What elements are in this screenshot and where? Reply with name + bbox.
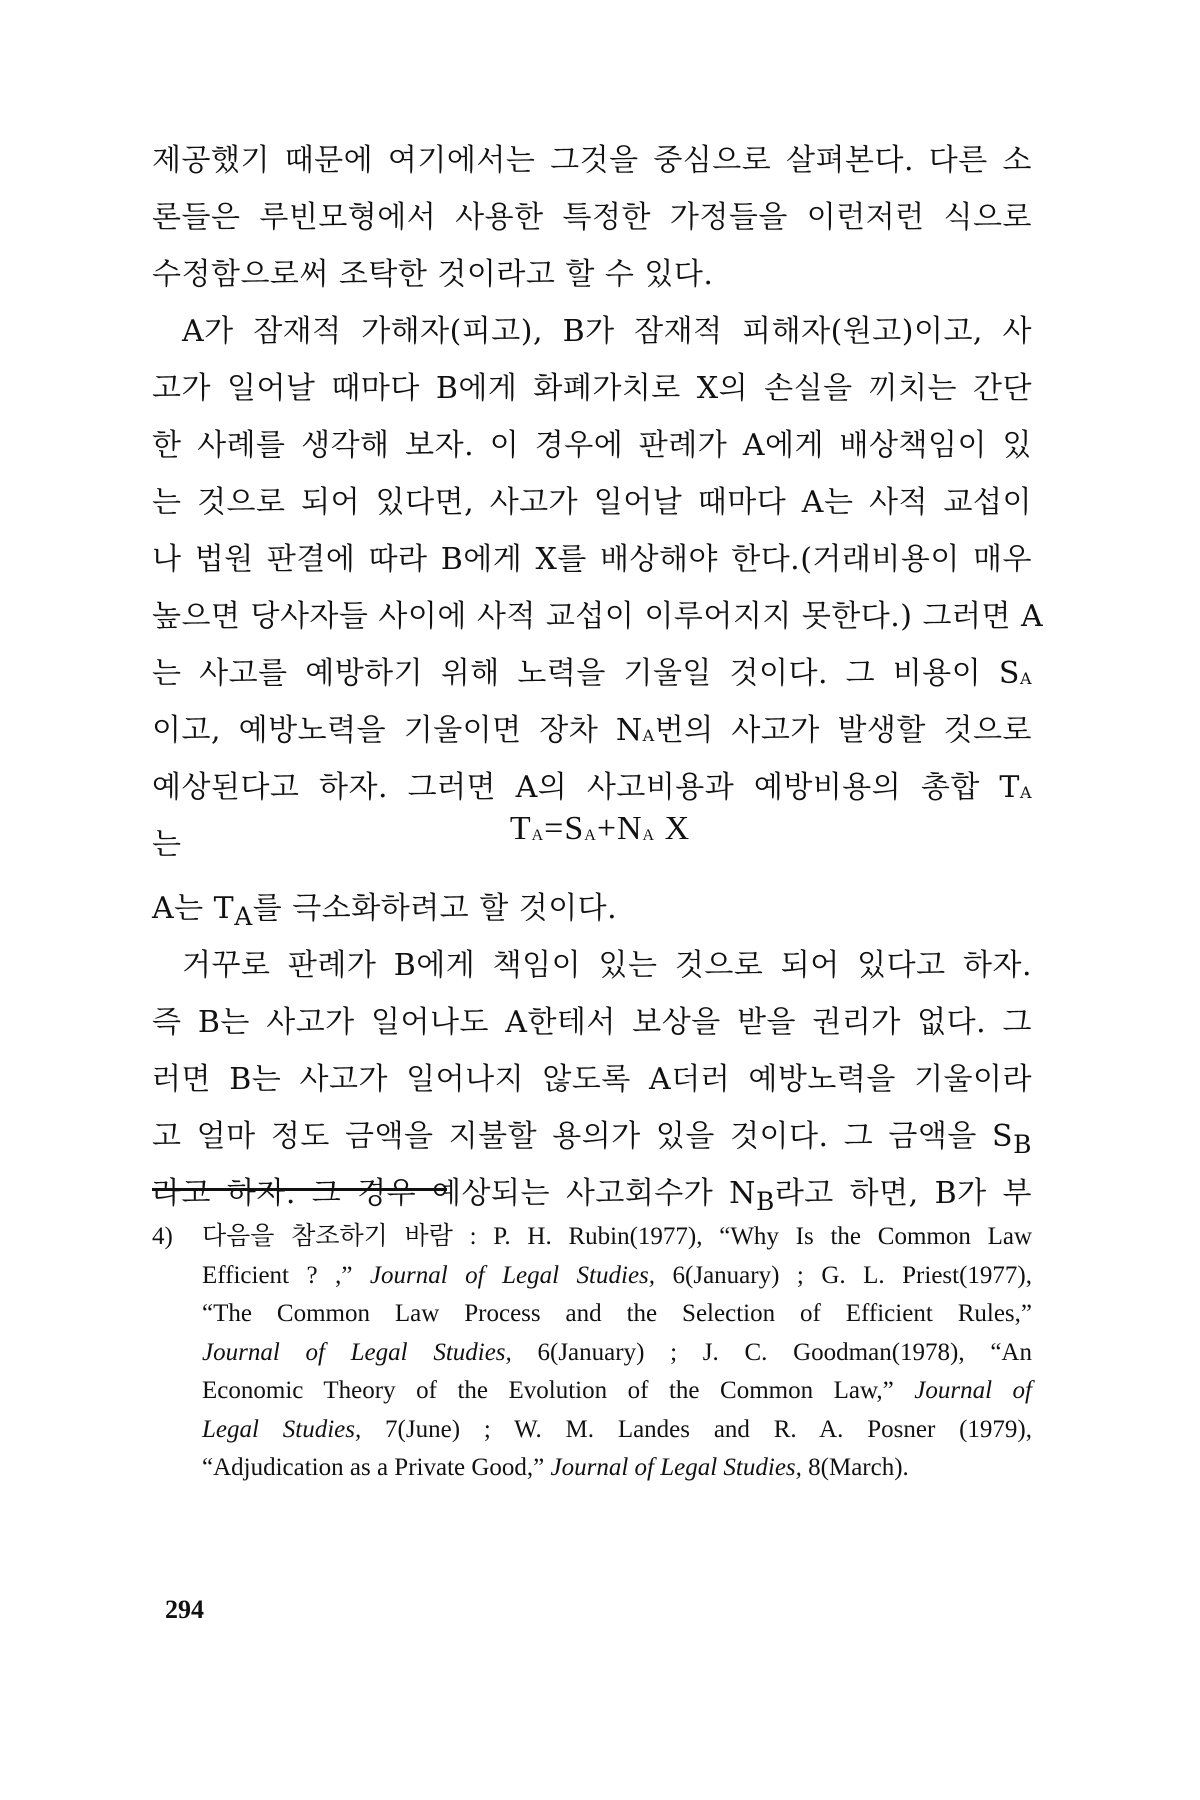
text-line: [152, 1165, 1032, 1222]
text-segment: 를 극소화하려고 할 것이다.: [252, 891, 618, 926]
second-paragraph: [152, 880, 1032, 1222]
subscript: A: [642, 827, 656, 844]
text-segment: A는 T: [152, 891, 235, 926]
text-line: 는: [152, 827, 182, 862]
text-segment: 8(March).: [801, 1454, 909, 1481]
eq-part: X: [655, 810, 691, 847]
footnote-line: 다음을 참조하기 바람 : P. H. Rubin(1977), “Why Is the Common Law: [202, 1223, 1032, 1250]
subscript: A: [531, 827, 545, 844]
cost-equation: [0, 810, 1200, 848]
text-segment: 예상된다고 하자. 그러면 A의 사고비용과 예방비용의 총합 T: [152, 770, 1020, 805]
footnote-number: 4): [152, 1223, 173, 1250]
journal-title: Journal of: [914, 1377, 1032, 1404]
subscript: B: [1013, 1130, 1032, 1159]
journal-title: Journal of Legal Studies,: [550, 1454, 802, 1481]
footnote-line: [202, 1449, 1032, 1488]
text-segment: 이고, 예방노력을 기울이면 장차 N: [152, 713, 643, 748]
eq-part: T: [509, 810, 532, 847]
text-line: 는 것으로 되어 있다면, 사고가 일어날 때마다 A는 사적 교섭이: [152, 485, 1032, 520]
eq-part: =S: [544, 810, 585, 847]
text-line: 한 사례를 생각해 보자. 이 경우에 판례가 A에게 배상책임이 있: [152, 428, 1032, 463]
text-line: 높으면 당사자들 사이에 사적 교섭이 이루어지지 못한다.) 그러면 A: [152, 599, 1044, 634]
text-segment: 6(January) ; G. L. Priest(1977),: [655, 1261, 1032, 1289]
subscript: A: [234, 902, 253, 931]
footnote-line: [202, 1411, 1032, 1450]
footnote-line: “The Common Law Process and the Selection of Efficient Rules,”: [202, 1300, 1032, 1327]
text-segment: “Adjudication as a Private Good,”: [202, 1454, 551, 1481]
journal-title: Journal of Legal Studies,: [369, 1261, 656, 1289]
main-paragraph: [152, 132, 1044, 873]
text-segment: 라고 하면, B가 부: [774, 1176, 1033, 1211]
footnote-line: [202, 1372, 1032, 1411]
text-segment: 7(June) ; W. M. Landes and R. A. Posner (1979),: [361, 1415, 1032, 1443]
text-segment: 고 얼마 정도 금액을 지불할 용의가 있을 것이다. 그 금액을 S: [152, 1119, 1014, 1154]
text-segment: Efficient ? ,”: [202, 1261, 370, 1289]
footnote-line: [202, 1334, 1032, 1373]
subscript: B: [755, 1187, 775, 1216]
text-segment: 번의 사고가 발생할 것으로: [654, 713, 1032, 748]
text-segment: 라고 하자. 그 경우 예상되는 사고회수가 N: [152, 1176, 756, 1211]
text-line: 제공했기 때문에 여기에서는 그것을 중심으로 살펴본다. 다른 소: [152, 143, 1032, 178]
text-line: [152, 759, 1032, 816]
text-line: 론들은 루빈모형에서 사용한 특정한 가정들을 이런저런 식으로: [152, 200, 1032, 235]
text-line: 즉 B는 사고가 일어나도 A한테서 보상을 받을 권리가 없다. 그: [152, 1005, 1032, 1040]
text-segment: Economic Theory of the Evolution of the Common Law,”: [202, 1377, 915, 1404]
text-segment: 는 사고를 예방하기 위해 노력을 기울일 것이다. 그 비용이 S: [152, 656, 1020, 691]
text-line: [152, 880, 1032, 937]
subscript: A: [642, 726, 655, 745]
text-line: A가 잠재적 가해자(피고), B가 잠재적 피해자(원고)이고, 사: [182, 314, 1032, 349]
text-line: 나 법원 판결에 따라 B에게 X를 배상해야 한다.(거래비용이 매우: [152, 542, 1032, 577]
text-line: 러면 B는 사고가 일어나지 않도록 A더러 예방노력을 기울이라: [152, 1062, 1032, 1097]
journal-title: Journal of Legal Studies,: [202, 1338, 512, 1366]
text-line: [152, 702, 1032, 759]
footnote-divider: [152, 1188, 447, 1191]
page-number: 294: [165, 1595, 204, 1624]
subscript: A: [1019, 783, 1032, 802]
text-line: 거꾸로 판례가 B에게 책임이 있는 것으로 되어 있다고 하자.: [182, 948, 1032, 983]
subscript: A: [1019, 669, 1032, 688]
text-line: 수정함으로써 조탁한 것이라고 할 수 있다.: [152, 257, 714, 292]
footnote-line: [202, 1257, 1032, 1296]
subscript: A: [584, 827, 597, 844]
text-line: [152, 645, 1032, 702]
eq-part: +N: [596, 810, 643, 847]
text-line: 고가 일어날 때마다 B에게 화폐가치로 X의 손실을 끼치는 간단: [152, 371, 1032, 406]
journal-title: Legal Studies,: [202, 1415, 362, 1443]
text-line: [152, 1108, 1032, 1165]
text-segment: 6(January) ; J. C. Goodman(1978), “An: [511, 1338, 1032, 1366]
footnote-body: [202, 1218, 1032, 1488]
